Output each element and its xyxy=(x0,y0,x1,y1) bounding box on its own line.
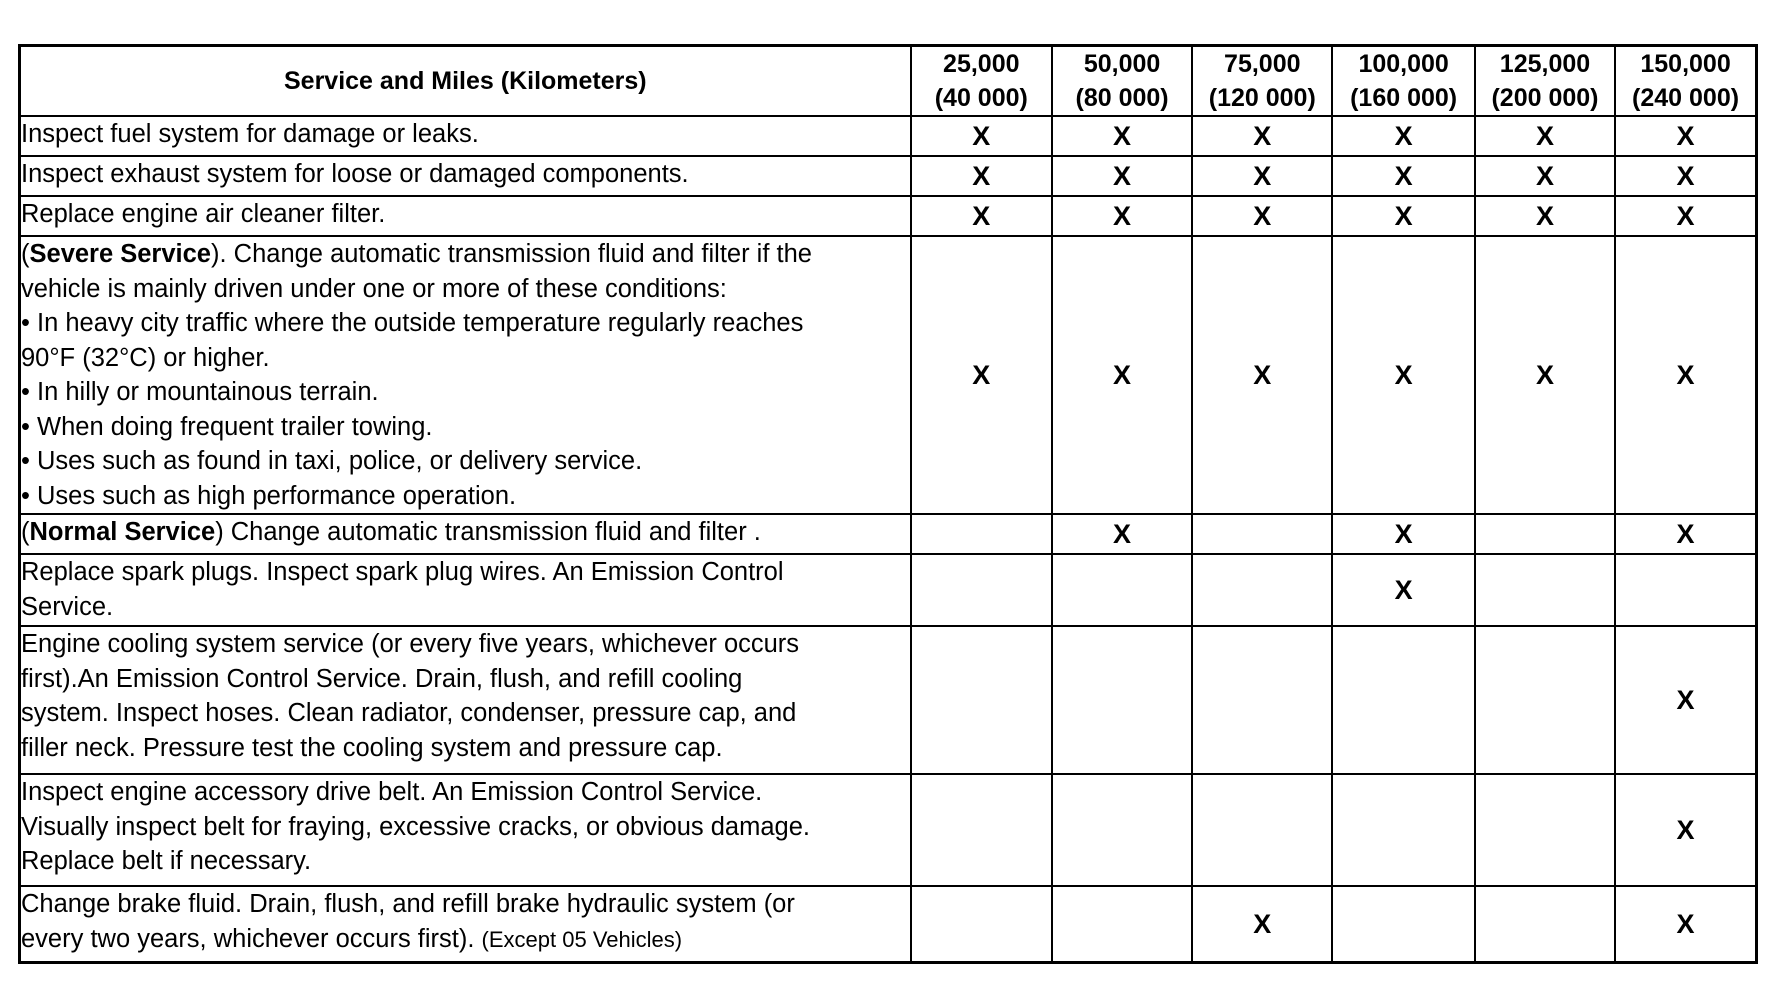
description-lead-line xyxy=(21,237,910,272)
normal-service-label: Normal Service xyxy=(29,518,216,546)
description-line: Service. xyxy=(21,592,114,621)
interval-mark: X xyxy=(1052,116,1192,156)
interval-mark: X xyxy=(911,196,1052,236)
description-line: Inspect engine accessory drive belt. An Emission Control Service. xyxy=(21,778,763,806)
interval-header-75000 xyxy=(1192,46,1332,117)
interval-mark: X xyxy=(1475,156,1615,196)
interval-mark: X xyxy=(1475,236,1615,514)
interval-mark: X xyxy=(1192,886,1332,963)
description-line: first).An Emission Control Service. Drain, flush, and refill cooling xyxy=(21,664,743,693)
interval-km: (160 000) xyxy=(1350,84,1458,112)
interval-miles: 100,000 xyxy=(1358,50,1449,78)
interval-mark: X xyxy=(1475,116,1615,156)
service-column-header: Service and Miles (Kilometers) xyxy=(20,46,911,117)
interval-km: (120 000) xyxy=(1208,84,1316,112)
interval-mark xyxy=(1052,626,1192,774)
description-line: Inspect exhaust system for loose or damaged components. xyxy=(21,160,689,188)
description-line: Replace spark plugs. Inspect spark plug wires. An Emission Control xyxy=(21,558,784,586)
description-line: Visually inspect belt for fraying, excessive cracks, or obvious damage. xyxy=(21,812,810,841)
interval-mark xyxy=(1332,886,1474,963)
interval-header-25000 xyxy=(911,46,1052,117)
interval-mark xyxy=(1332,626,1474,774)
interval-mark xyxy=(911,774,1052,886)
interval-mark xyxy=(1615,554,1756,626)
description-line: vehicle is mainly driven under one or more of these conditions: xyxy=(21,274,727,303)
interval-mark xyxy=(1475,514,1615,554)
condition-bullet: • When doing frequent trailer towing. xyxy=(21,412,433,441)
interval-mark: X xyxy=(1615,196,1756,236)
interval-mark xyxy=(1192,626,1332,774)
interval-mark: X xyxy=(1615,774,1756,886)
header-row xyxy=(20,46,1757,117)
description-line: filler neck. Pressure test the cooling system and pressure cap. xyxy=(21,733,723,762)
interval-miles: 150,000 xyxy=(1640,50,1731,78)
interval-mark: X xyxy=(1332,554,1474,626)
vehicle-exception-note: (Except 05 Vehicles) xyxy=(481,926,683,952)
description-lead-line xyxy=(21,515,910,550)
condition-bullet: • In heavy city traffic where the outside temperature regularly reaches xyxy=(21,309,804,337)
interval-km: (240 000) xyxy=(1632,84,1740,112)
interval-mark xyxy=(1475,554,1615,626)
interval-km: (80 000) xyxy=(1075,84,1169,112)
service-description xyxy=(20,116,911,156)
table-row xyxy=(20,156,1757,196)
interval-mark: X xyxy=(911,236,1052,514)
interval-mark: X xyxy=(1052,196,1192,236)
condition-bullet: • In hilly or mountainous terrain. xyxy=(21,378,379,406)
interval-mark xyxy=(1192,774,1332,886)
interval-mark: X xyxy=(1332,514,1474,554)
interval-mark: X xyxy=(911,156,1052,196)
description-line: Change brake fluid. Drain, flush, and refill brake hydraulic system (or xyxy=(21,890,795,918)
table-row xyxy=(20,514,1757,554)
condition-bullet: • Uses such as high performance operation. xyxy=(21,481,517,510)
service-description xyxy=(20,196,911,236)
interval-mark xyxy=(1052,886,1192,963)
service-description xyxy=(20,236,911,514)
interval-mark xyxy=(1475,774,1615,886)
table-row xyxy=(20,774,1757,886)
service-description xyxy=(20,514,911,554)
interval-mark: X xyxy=(1192,236,1332,514)
description-line: Replace belt if necessary. xyxy=(21,847,312,875)
interval-mark xyxy=(911,514,1052,554)
interval-mark: X xyxy=(911,116,1052,156)
interval-km: (200 000) xyxy=(1491,84,1599,112)
interval-mark xyxy=(1475,626,1615,774)
service-description xyxy=(20,626,911,774)
interval-header-150000 xyxy=(1615,46,1756,117)
interval-mark: X xyxy=(1192,196,1332,236)
interval-mark xyxy=(1192,554,1332,626)
description-line: 90°F (32°C) or higher. xyxy=(21,343,270,372)
service-description xyxy=(20,156,911,196)
interval-header-100000 xyxy=(1332,46,1474,117)
table-row xyxy=(20,236,1757,514)
table-row xyxy=(20,196,1757,236)
interval-mark: X xyxy=(1615,156,1756,196)
interval-km: (40 000) xyxy=(934,84,1028,112)
interval-miles: 125,000 xyxy=(1499,50,1591,78)
interval-mark: X xyxy=(1332,156,1474,196)
service-description xyxy=(20,774,911,886)
interval-mark xyxy=(1052,774,1192,886)
interval-mark: X xyxy=(1192,156,1332,196)
interval-mark xyxy=(1192,514,1332,554)
interval-mark xyxy=(1332,774,1474,886)
maintenance-schedule xyxy=(18,44,1758,964)
interval-mark: X xyxy=(1615,886,1756,963)
description-text: every two years, whichever occurs first). xyxy=(21,924,482,953)
interval-mark: X xyxy=(1192,116,1332,156)
table-row xyxy=(20,626,1757,774)
service-description xyxy=(20,886,911,963)
description-line: Engine cooling system service (or every five years, whichever occurs xyxy=(21,630,800,658)
lead-open-paren: ( xyxy=(21,518,30,546)
lead-rest: ). Change automatic transmission fluid and filter if the xyxy=(211,240,812,268)
interval-miles: 25,000 xyxy=(943,50,1020,78)
interval-header-125000 xyxy=(1475,46,1615,117)
description-line: Replace engine air cleaner filter. xyxy=(21,200,386,228)
interval-mark: X xyxy=(1332,236,1474,514)
interval-mark: X xyxy=(1615,116,1756,156)
interval-mark xyxy=(911,554,1052,626)
service-description xyxy=(20,554,911,626)
interval-mark: X xyxy=(1615,514,1756,554)
table-row xyxy=(20,116,1757,156)
interval-mark: X xyxy=(1332,196,1474,236)
interval-miles: 50,000 xyxy=(1083,50,1161,78)
condition-bullet: • Uses such as found in taxi, police, or delivery service. xyxy=(21,447,643,475)
interval-mark: X xyxy=(1332,116,1474,156)
description-line: Inspect fuel system for damage or leaks. xyxy=(21,120,479,148)
lead-open-paren: ( xyxy=(21,240,30,268)
interval-mark xyxy=(1475,886,1615,963)
interval-mark: X xyxy=(1475,196,1615,236)
interval-mark: X xyxy=(1052,514,1192,554)
interval-header-50000 xyxy=(1052,46,1192,117)
interval-mark xyxy=(911,626,1052,774)
interval-mark: X xyxy=(1052,156,1192,196)
description-line xyxy=(21,922,910,958)
interval-mark: X xyxy=(1615,236,1756,514)
table-row xyxy=(20,554,1757,626)
interval-mark xyxy=(1052,554,1192,626)
interval-mark: X xyxy=(1615,626,1756,774)
interval-mark: X xyxy=(1052,236,1192,514)
description-line: system. Inspect hoses. Clean radiator, condenser, pressure cap, and xyxy=(21,699,797,727)
maintenance-table xyxy=(18,44,1758,964)
lead-rest: ) Change automatic transmission fluid and filter . xyxy=(215,518,761,546)
severe-service-label: Severe Service xyxy=(29,240,211,268)
table-row xyxy=(20,886,1757,963)
interval-miles: 75,000 xyxy=(1224,50,1301,78)
interval-mark xyxy=(911,886,1052,963)
